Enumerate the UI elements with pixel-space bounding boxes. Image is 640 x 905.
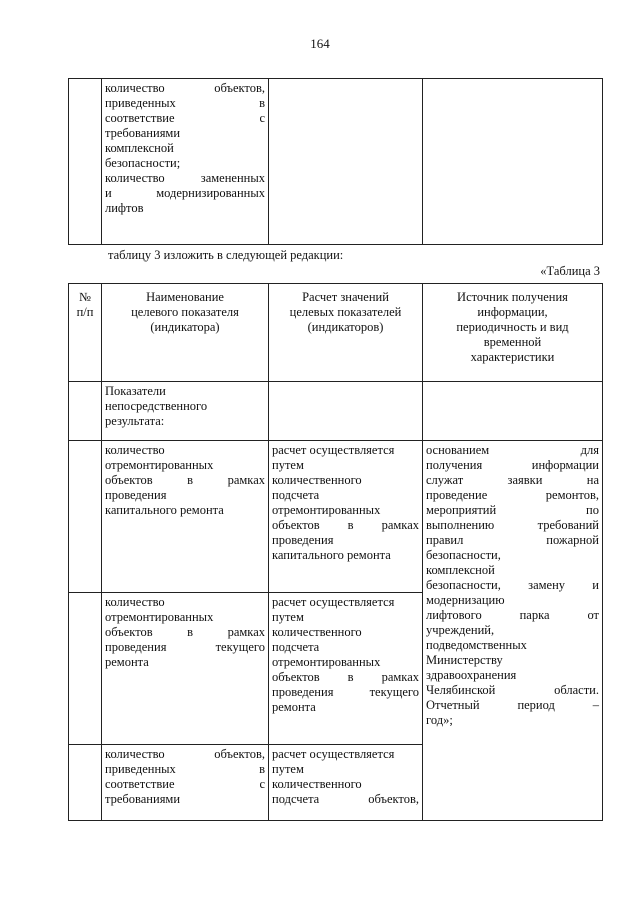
indicators-table [68, 283, 603, 821]
row-calc-cell [269, 593, 423, 745]
text-line: приведенных в [105, 96, 265, 110]
header-line: целевых показателей [289, 305, 402, 319]
header-line: информации, [477, 305, 548, 319]
header-calculation [269, 284, 423, 382]
text-line: и модернизированных [105, 186, 265, 200]
text-line: ремонта [272, 700, 316, 714]
row-num-cell [69, 441, 102, 593]
amendment-instruction: таблицу 3 изложить в следующей редакции: [108, 248, 344, 262]
text-line: ремонта [105, 655, 149, 669]
text-line: подсчета [272, 640, 320, 654]
text-line: подсчета [272, 488, 320, 502]
text-line: получения информации [426, 458, 599, 472]
text-line: основанием для [426, 443, 599, 457]
text-line: капитального ремонта [272, 548, 391, 562]
text-line: выполнению требований [426, 518, 599, 532]
text-line: расчет осуществляется [272, 595, 395, 609]
row-calc-cell [269, 441, 423, 593]
text-line: количество [105, 595, 165, 609]
section-num-cell [69, 382, 102, 441]
row-name-cell [102, 441, 269, 593]
header-line: п/п [76, 305, 94, 319]
section-label-cell [102, 382, 269, 441]
header-line: № [79, 290, 91, 304]
text-line: расчет осуществляется [272, 443, 395, 457]
text-line: расчет осуществляется [272, 747, 395, 761]
cont-name-cell [102, 79, 269, 245]
header-line: Источник получения [457, 290, 568, 304]
text-line: проведения текущего [105, 640, 265, 654]
text-line: объектов в рамках [105, 625, 265, 639]
text-line: отремонтированных [272, 655, 381, 669]
section-calc-cell [269, 382, 423, 441]
text-line: количество объектов, [105, 81, 265, 95]
header-line: характеристики [470, 350, 555, 364]
text-line: проведения текущего [272, 685, 419, 699]
header-line: целевого показателя [131, 305, 239, 319]
text-line: проведения [105, 488, 167, 502]
row-calc-cell [269, 745, 423, 821]
text-line: соответствие с [105, 777, 265, 791]
header-line: (индикаторов) [307, 320, 384, 334]
text-line: безопасности, [426, 548, 501, 562]
text-line: объектов в рамках [272, 518, 419, 532]
text-line: отремонтированных [272, 503, 381, 517]
text-line: количественного [272, 473, 362, 487]
text-line: количественного [272, 625, 362, 639]
row-num-cell [69, 593, 102, 745]
text-line: Показатели [105, 384, 166, 398]
header-line: Расчет значений [302, 290, 389, 304]
text-line: требованиями [105, 792, 181, 806]
text-line: путем [272, 458, 304, 472]
text-line: Отчетный период – [426, 698, 599, 712]
row-name-cell [102, 593, 269, 745]
table-row [69, 441, 603, 593]
header-line: временной [483, 335, 542, 349]
text-line: безопасности; [105, 156, 181, 170]
text-line: Челябинской области. [426, 683, 599, 697]
text-line: Министерству [426, 653, 503, 667]
cont-calc-cell [269, 79, 423, 245]
text-line: результата: [105, 414, 165, 428]
text-line: правил пожарной [426, 533, 599, 547]
text-line: количественного [272, 777, 362, 791]
section-source-cell [423, 382, 603, 441]
text-line: количество [105, 443, 165, 457]
text-line: соответствие с [105, 111, 265, 125]
text-line: подсчета объектов, [272, 792, 419, 806]
text-line: объектов в рамках [272, 670, 419, 684]
text-line: лифтов [105, 201, 144, 215]
cont-num-cell [69, 79, 102, 245]
text-line: проведение ремонтов, [426, 488, 599, 502]
header-line: периодичность и вид [456, 320, 569, 334]
cont-source-cell [423, 79, 603, 245]
text-line: количество замененных [105, 171, 265, 185]
header-indicator-name [102, 284, 269, 382]
text-line: приведенных в [105, 762, 265, 776]
text-line: капитального ремонта [105, 503, 224, 517]
text-line: мероприятий по [426, 503, 599, 517]
text-line: здравоохранения [426, 668, 517, 682]
header-line: (индикатора) [150, 320, 220, 334]
text-line: год»; [426, 713, 453, 727]
header-line: Наименование [146, 290, 224, 304]
text-line: модернизацию [426, 593, 505, 607]
text-line: служат заявки на [426, 473, 599, 487]
text-line: лифтового парка от [426, 608, 599, 622]
text-line: проведения [272, 533, 334, 547]
header-number [69, 284, 102, 382]
text-line: требованиями [105, 126, 181, 140]
text-line: отремонтированных [105, 610, 214, 624]
source-cell [423, 441, 603, 821]
text-line: путем [272, 762, 304, 776]
text-line: учреждений, [426, 623, 495, 637]
text-line: количество объектов, [105, 747, 265, 761]
text-line: комплексной [426, 563, 495, 577]
text-line: путем [272, 610, 304, 624]
row-num-cell [69, 745, 102, 821]
text-line: подведомственных [426, 638, 527, 652]
section-row [69, 382, 603, 441]
table-caption: «Таблица 3 [540, 264, 600, 278]
continuation-table [68, 78, 603, 245]
text-line: отремонтированных [105, 458, 214, 472]
header-source [423, 284, 603, 382]
text-line: непосредственного [105, 399, 208, 413]
table-header-row [69, 284, 603, 382]
text-line: объектов в рамках [105, 473, 265, 487]
page-number: 164 [310, 36, 330, 51]
text-line: комплексной [105, 141, 174, 155]
text-line: безопасности, замену и [426, 578, 599, 592]
row-name-cell [102, 745, 269, 821]
